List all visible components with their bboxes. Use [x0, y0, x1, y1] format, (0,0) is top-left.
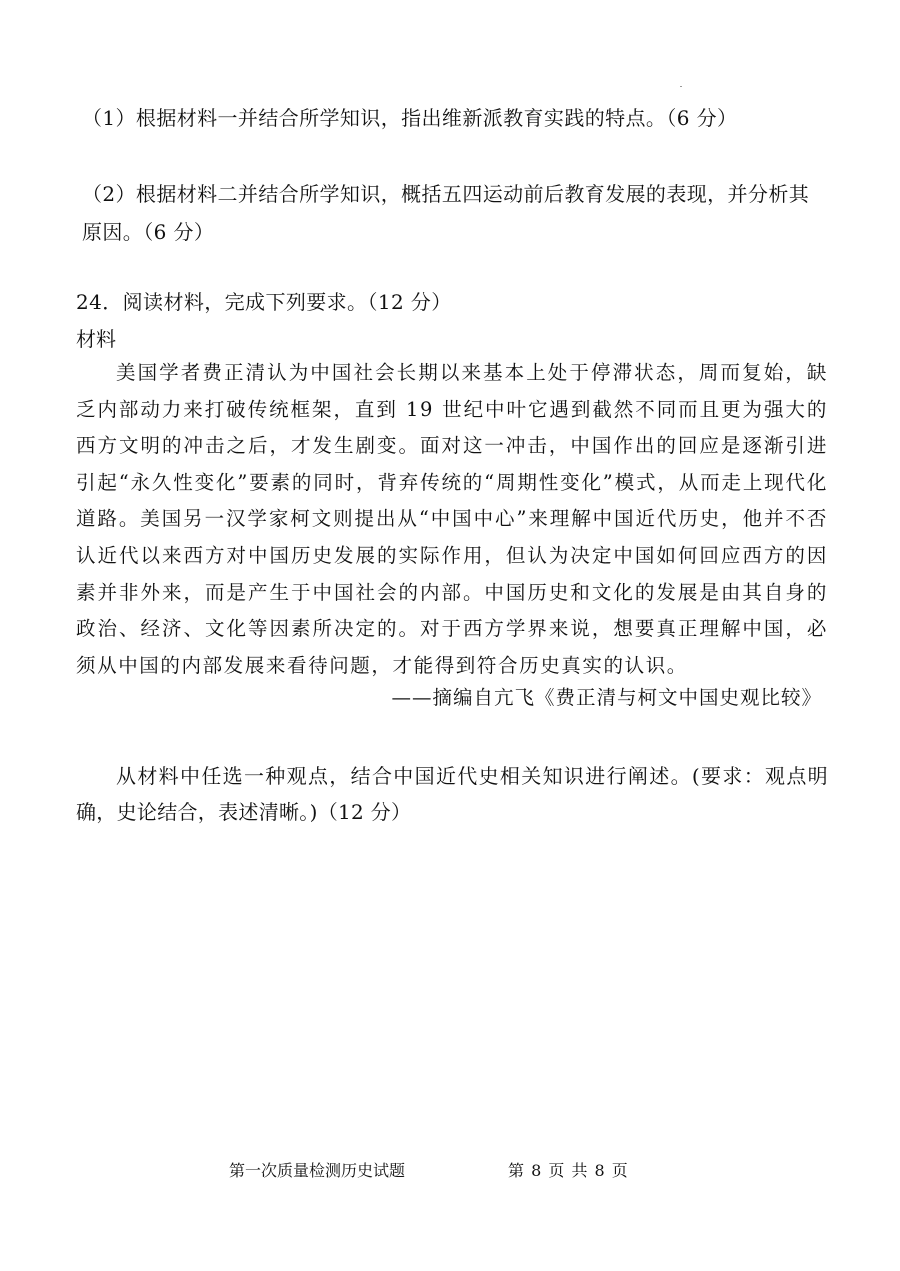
question-1-part-2: （2）根据材料二并结合所学知识，概括五四运动前后教育发展的表现，并分析其原因。（6 分） — [82, 182, 810, 244]
question-1-part-1: （1）根据材料一并结合所学知识，指出维新派教育实践的特点。（6 分） — [82, 106, 738, 130]
scan-speck — [680, 86, 682, 87]
footer-exam-title: 第一次质量检测历史试题 — [229, 1161, 406, 1180]
question-24-task: 从材料中任选一种观点，结合中国近代史相关知识进行阐述。(要求：观点明确，史论结合，表述清晰。)（12 分） — [76, 764, 828, 824]
material-passage: 美国学者费正清认为中国社会长期以来基本上处于停滞状态，周而复始，缺乏内部动力来打破传统框架，直到 19 世纪中叶它遇到截然不同而且更为强大的西方文明的冲击之后，才发生剧变。面对这一冲击，中国作出的回应是逐渐引进引起“永久性变化”要素的同时，背弃传统的“周期性变化”模式，从而走上现代化道路。美国另一汉学家柯文则提出从“中国中心”来理解中国近代历史，他并不否认近代以来西方对中国历史发展的实际作用，但认为决定中国如何回应西方的因素并非外来，而是产生于中国社会的内部。中国历史和文化的发展是由其自身的政治、经济、文化等因素所决定的。对于西方学界来说，想要真正理解中国，必须从中国的内部发展来看待问题，才能得到符合历史真实的认识。 — [76, 361, 828, 677]
question-24-heading: 24．阅读材料，完成下列要求。（12 分） — [76, 290, 452, 314]
material-source: ——摘编自亢飞《费正清与柯文中国史观比较》 — [391, 686, 822, 709]
material-label: 材料 — [76, 327, 116, 351]
footer-page-number: 第 8 页 共 8 页 — [508, 1161, 629, 1180]
